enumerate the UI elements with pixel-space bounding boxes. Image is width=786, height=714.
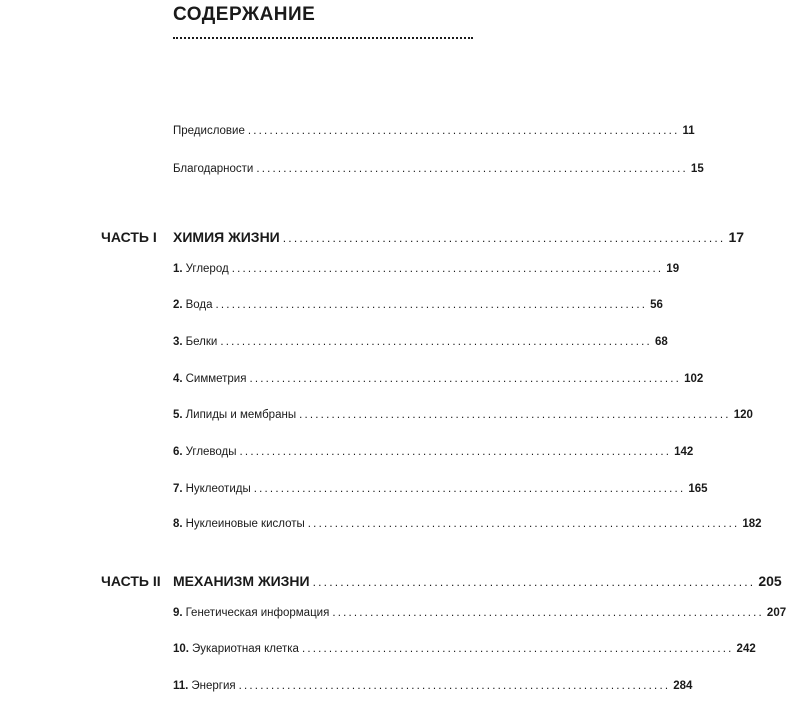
chapter-number: 2. <box>173 299 183 311</box>
dot-leader: ................................................................................ <box>215 299 648 311</box>
toc-chapter-entry[interactable] <box>173 680 693 696</box>
chapter-label: Нуклеиновые кислоты <box>185 518 305 530</box>
toc-chapter-entry[interactable] <box>173 643 756 659</box>
chapter-label: Углерод <box>185 263 229 275</box>
entry-page-number: 15 <box>690 163 704 175</box>
toc-chapter-entry[interactable] <box>173 263 680 279</box>
entry-label: Благодарности <box>173 163 254 175</box>
toc-chapter-entry[interactable] <box>173 518 762 534</box>
part-title: ХИМИЯ ЖИЗНИ <box>173 229 280 245</box>
chapter-number: 6. <box>173 446 183 458</box>
toc-chapter-entry[interactable] <box>173 607 786 623</box>
chapter-page-number: 165 <box>688 483 708 495</box>
chapter-number: 9. <box>173 607 183 619</box>
chapter-label: Вода <box>185 299 213 311</box>
chapter-number: 11. <box>173 680 189 692</box>
toc-chapter-entry[interactable] <box>173 299 663 315</box>
dot-leader: ................................................................................ <box>220 336 652 348</box>
dot-leader: ................................................................................ <box>312 575 756 589</box>
chapter-page-number: 284 <box>673 680 693 692</box>
toc-entry-acknowledgements[interactable] <box>173 163 704 179</box>
entry-page-number: 11 <box>682 125 695 137</box>
toc-part-heading[interactable] <box>173 573 782 589</box>
dot-leader: ................................................................................ <box>238 680 671 692</box>
part-page-number: 205 <box>758 573 782 589</box>
chapter-page-number: 56 <box>650 299 663 311</box>
dot-leader: ................................................................................ <box>249 373 682 385</box>
dot-leader: ................................................................................ <box>239 446 672 458</box>
dot-leader: ................................................................................ <box>231 263 664 275</box>
toc-chapter-entry[interactable] <box>173 336 668 352</box>
toc-chapter-entry[interactable] <box>173 446 694 462</box>
toc-chapter-entry[interactable] <box>173 373 704 389</box>
part-label: ЧАСТЬ I <box>101 229 157 245</box>
entry-label: Предисловие <box>173 125 245 137</box>
dot-leader: ................................................................................ <box>332 607 764 619</box>
part-title: МЕХАНИЗМ ЖИЗНИ <box>173 573 310 589</box>
chapter-page-number: 120 <box>733 409 753 421</box>
chapter-label: Нуклеотиды <box>185 483 251 495</box>
chapter-label: Белки <box>185 336 218 348</box>
chapter-page-number: 242 <box>736 643 756 655</box>
chapter-label: Энергия <box>191 680 236 692</box>
chapter-number: 7. <box>173 483 183 495</box>
chapter-number: 1. <box>173 263 183 275</box>
dot-leader: ................................................................................ <box>256 163 688 175</box>
chapter-page-number: 68 <box>654 336 668 348</box>
chapter-label: Углеводы <box>185 446 237 458</box>
chapter-label: Липиды и мембраны <box>185 409 297 421</box>
dot-leader: ................................................................................ <box>307 518 740 530</box>
chapter-number: 10. <box>173 643 189 655</box>
chapter-number: 5. <box>173 409 183 421</box>
toc-chapter-entry[interactable] <box>173 483 708 499</box>
chapter-page-number: 142 <box>674 446 694 458</box>
chapter-number: 3. <box>173 336 183 348</box>
dot-leader: ................................................................................ <box>299 409 731 421</box>
toc-chapter-entry[interactable] <box>173 409 753 425</box>
toc-entry-preface[interactable] <box>173 125 695 141</box>
dot-leader: ................................................................................ <box>301 643 734 655</box>
chapter-page-number: 182 <box>742 518 762 530</box>
title-dotted-rule <box>173 37 473 39</box>
toc-title: СОДЕРЖАНИЕ <box>173 4 316 25</box>
chapter-label: Эукариотная клетка <box>192 643 299 655</box>
chapter-page-number: 102 <box>684 373 704 385</box>
part-label: ЧАСТЬ II <box>101 573 161 589</box>
dot-leader: ................................................................................ <box>253 483 686 495</box>
dot-leader: ................................................................................ <box>282 231 726 245</box>
chapter-page-number: 207 <box>766 607 786 619</box>
chapter-number: 4. <box>173 373 183 385</box>
chapter-label: Симметрия <box>185 373 247 385</box>
chapter-label: Генетическая информация <box>185 607 330 619</box>
toc-part-heading[interactable] <box>173 229 745 245</box>
chapter-number: 8. <box>173 518 183 530</box>
part-page-number: 17 <box>728 229 745 245</box>
dot-leader: ................................................................................ <box>247 125 680 137</box>
chapter-page-number: 19 <box>666 263 680 275</box>
